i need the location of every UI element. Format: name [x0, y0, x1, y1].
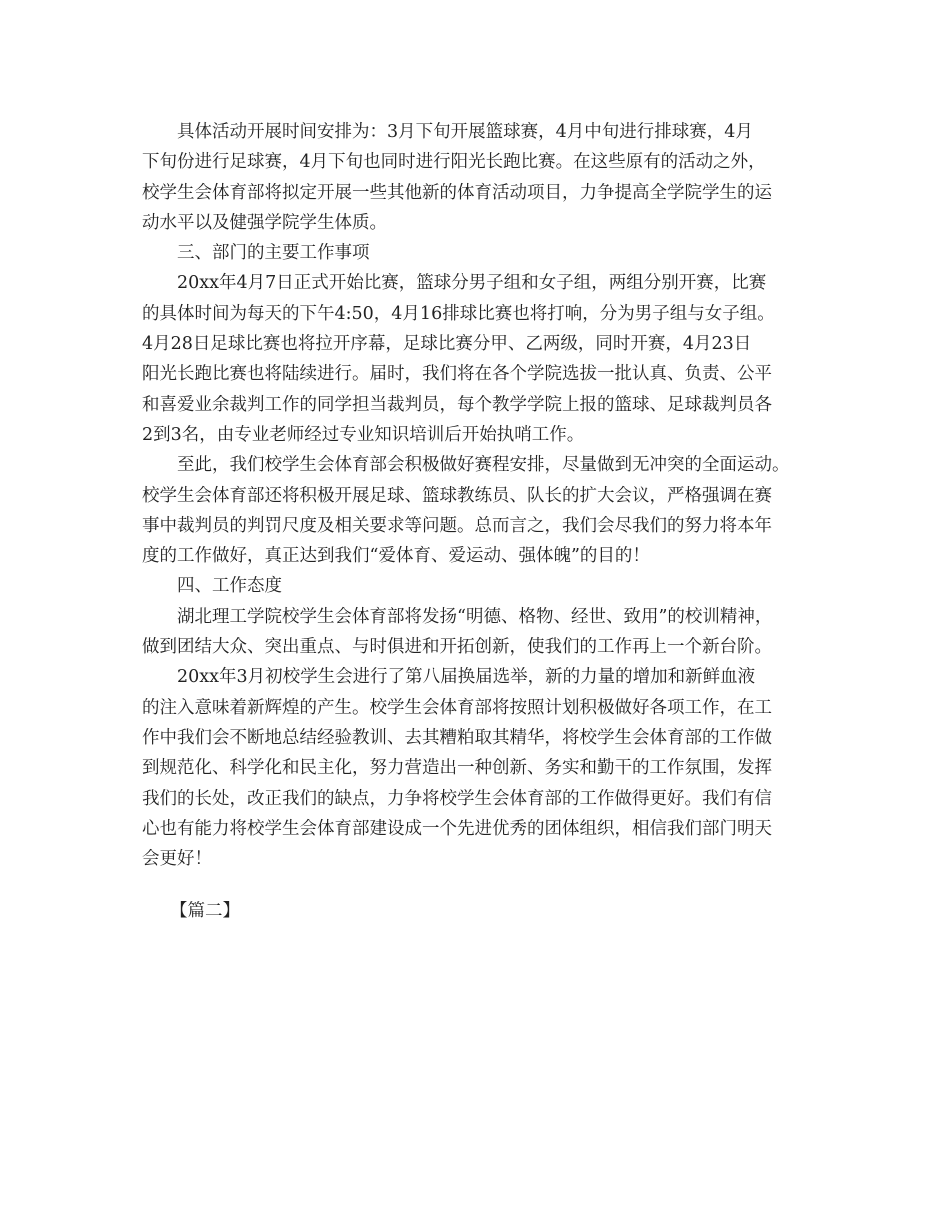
text-line: 做到团结大众、突出重点、与时俱进和开拓创新，使我们的工作再上一个新台阶。: [142, 637, 772, 658]
text-line: 和喜爱业余裁判工作的同学担当裁判员，每个教学学院上报的篮球、足球裁判员各: [142, 394, 772, 415]
text-line: 2到3名，由专业老师经过专业知识培训后开始执哨工作。: [142, 424, 585, 445]
text-line: 我们的长处，改正我们的缺点，力争将校学生会体育部的工作做得更好。我们有信: [142, 788, 772, 809]
text-line: 阳光长跑比赛也将陆续进行。届时，我们将在各个学院选拔一批认真、负责、公平: [142, 364, 772, 385]
text-line: 4月28日足球比赛也将拉开序幕，足球比赛分甲、乙两级，同时开赛，4月23日: [142, 334, 752, 355]
paragraph-main-work: [142, 268, 822, 450]
text-line: 到规范化、科学化和民主化，努力营造出一种创新、务实和勤干的工作氛围，发挥: [142, 758, 772, 779]
text-line: 湖北理工学院校学生会体育部将发扬“明德、格物、经世、致用”的校训精神，: [177, 606, 773, 627]
paragraph-attitude: [142, 602, 822, 663]
document-page: [142, 117, 822, 927]
text-line: 校学生会体育部还将积极开展足球、篮球教练员、队长的扩大会议，严格强调在赛: [142, 485, 772, 506]
paragraph-schedule: [142, 117, 822, 238]
text-line: 动水平以及健强学院学生体质。: [142, 212, 387, 233]
text-line: 20xx年4月7日正式开始比赛，篮球分男子组和女子组，两组分别开赛，比赛: [177, 273, 767, 294]
section-heading-3: 三、部门的主要工作事项: [177, 243, 370, 264]
text-line: 下旬份进行足球赛，4月下旬也同时进行阳光长跑比赛。在这些原有的活动之外，: [142, 152, 766, 173]
text-line: 校学生会体育部将拟定开展一些其他新的体育活动项目，力争提高全学院学生的运: [142, 182, 772, 203]
text-line: 至此，我们校学生会体育部会积极做好赛程安排，尽量做到无冲突的全面运动。: [177, 455, 790, 476]
text-line: 的具体时间为每天的下午4:50，4月16排球比赛也将打响，分为男子组与女子组。: [142, 303, 775, 324]
text-line: 具体活动开展时间安排为：3月下旬开展篮球赛，4月中旬进行排球赛，4月: [177, 122, 753, 142]
paragraph-election: [142, 662, 822, 874]
text-line: 事中裁判员的判罚尺度及相关要求等问题。总而言之，我们会尽我们的努力将本年: [142, 515, 772, 536]
text-line: 度的工作做好，真正达到我们“爱体育、爱运动、强体魄”的目的！: [142, 546, 650, 567]
paragraph-summary: [142, 450, 822, 571]
section-heading-part-two: 【篇二】: [170, 901, 240, 922]
text-line: 心也有能力将校学生会体育部建设成一个先进优秀的团体组织，相信我们部门明天: [142, 818, 772, 839]
text-line: 作中我们会不断地总结经验教训、去其糟粕取其精华，将校学生会体育部的工作做: [142, 727, 772, 748]
text-line: 的注入意味着新辉煌的产生。校学生会体育部将按照计划积极做好各项工作，在工: [142, 697, 772, 718]
text-line: 20xx年3月初校学生会进行了第八届换届选举，新的力量的增加和新鲜血液: [177, 667, 756, 688]
section-heading-4: 四、工作态度: [177, 576, 282, 597]
text-line: 会更好！: [142, 849, 212, 870]
